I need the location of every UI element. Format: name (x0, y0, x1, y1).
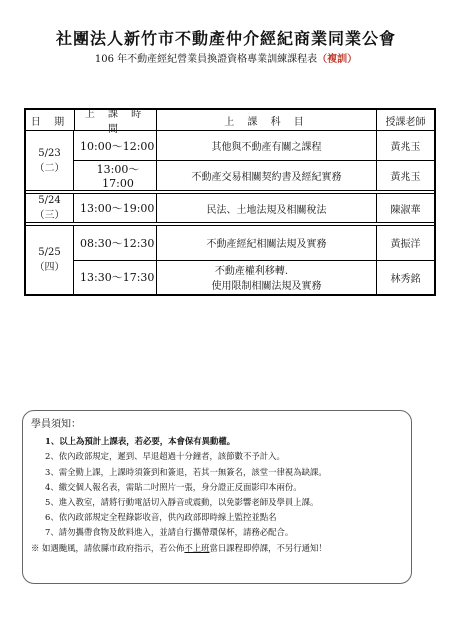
time-text: 08:30～12:30 (80, 236, 155, 250)
session-teacher: 黃兆玉 (376, 161, 434, 190)
session-time (74, 261, 156, 295)
session-time (74, 226, 156, 260)
header-teacher: 授課老師 (376, 110, 434, 130)
typhoon-notice (31, 541, 403, 556)
refresher-tag: （複訓） (317, 54, 358, 65)
session-teacher: 陳淑華 (376, 194, 434, 222)
session-course (156, 261, 376, 295)
page-subtitle (0, 50, 452, 65)
course-line-2: 使用限制相關法規及實務 (211, 281, 322, 293)
session-course: 其他與不動產有關之課程 (156, 131, 376, 160)
weekday-text: （二） (34, 162, 65, 174)
header-time: 上 課 時 間 (74, 110, 156, 130)
page-title: 社團法人新竹市不動產仲介經紀商業同業公會 (55, 29, 396, 48)
table-day-block (26, 222, 434, 294)
table-row (74, 226, 434, 260)
warning-post: 當日課程即停課，不另行通知！ (209, 542, 327, 553)
session-time (74, 131, 156, 160)
date-text: 5/24 (38, 195, 61, 206)
session-teacher: 黃振洋 (376, 226, 434, 260)
course-schedule-table (24, 108, 436, 296)
table-row (74, 194, 434, 222)
day-date (26, 226, 74, 294)
header-course: 上 課 科 目 (156, 110, 376, 130)
session-time (74, 194, 156, 222)
weekday-text: （三） (34, 210, 65, 221)
session-teacher: 黃兆玉 (376, 131, 434, 160)
date-text: 5/23 (38, 147, 61, 159)
day-sessions (74, 194, 434, 222)
weekday-text: （四） (34, 262, 65, 273)
time-text: 13:30～17:30 (80, 271, 155, 285)
notice-item: 4、繳交個人報名表，需貼二吋照片一張，身分證正反面影印本兩份。 (45, 481, 302, 492)
day-date (26, 194, 74, 222)
session-course: 民法、土地法規及相關稅法 (156, 194, 376, 222)
table-day-block (26, 190, 434, 222)
notice-item: 5、進入教室，請將行動電話切入靜音或震動，以免影響老師及學員上課。 (45, 497, 319, 508)
time-text: 13:00～19:00 (80, 202, 155, 215)
warning-underlined: 不上班 (184, 542, 210, 553)
notice-item: 1、以上為預計上課表，若必要，本會保有異動權。 (45, 436, 236, 447)
day-sessions (74, 131, 434, 190)
table-day-block (26, 130, 434, 190)
session-time (74, 161, 156, 190)
session-course: 不動產交易相關契約書及經紀實務 (156, 161, 376, 190)
table-row (74, 260, 434, 295)
subtitle-text: 106 年不動產經紀營業員換證資格專業訓練課程表 (94, 54, 318, 65)
header-date: 日 期 (30, 116, 70, 128)
course-line-1: 不動產權利移轉. (214, 266, 289, 278)
student-notice-box (22, 410, 412, 584)
table-header-row (26, 109, 434, 135)
time-text: 13:00～ 17:00 (96, 163, 140, 190)
notice-item: 7、請勿攜帶食物及飲料進入，並請自行攜帶環保杯，請務必配合。 (45, 527, 294, 538)
notice-heading: 學員須知： (31, 419, 81, 430)
session-course: 不動產經紀相關法規及實務 (156, 226, 376, 260)
day-sessions (74, 226, 434, 294)
notice-item: 2、依內政部規定，遲到、早退超過十分鐘者，該節數不予計入。 (45, 451, 285, 462)
session-teacher: 林秀銘 (376, 261, 434, 295)
time-text: 10:00～12:00 (80, 139, 155, 153)
warning-pre: ※ 如遇颱風，請依縣市政府指示，若公佈 (31, 542, 185, 553)
table-row (74, 131, 434, 160)
date-text: 5/25 (38, 247, 61, 258)
table-row (74, 160, 434, 190)
day-date (26, 131, 74, 190)
notice-item: 6、依內政部規定全程錄影收音，供內政部即時線上監控並點名 (45, 512, 277, 523)
notice-item: 3、需全勤上課，上課時須簽到和簽退，若其一無簽名，該堂一律視為缺課。 (45, 466, 327, 477)
